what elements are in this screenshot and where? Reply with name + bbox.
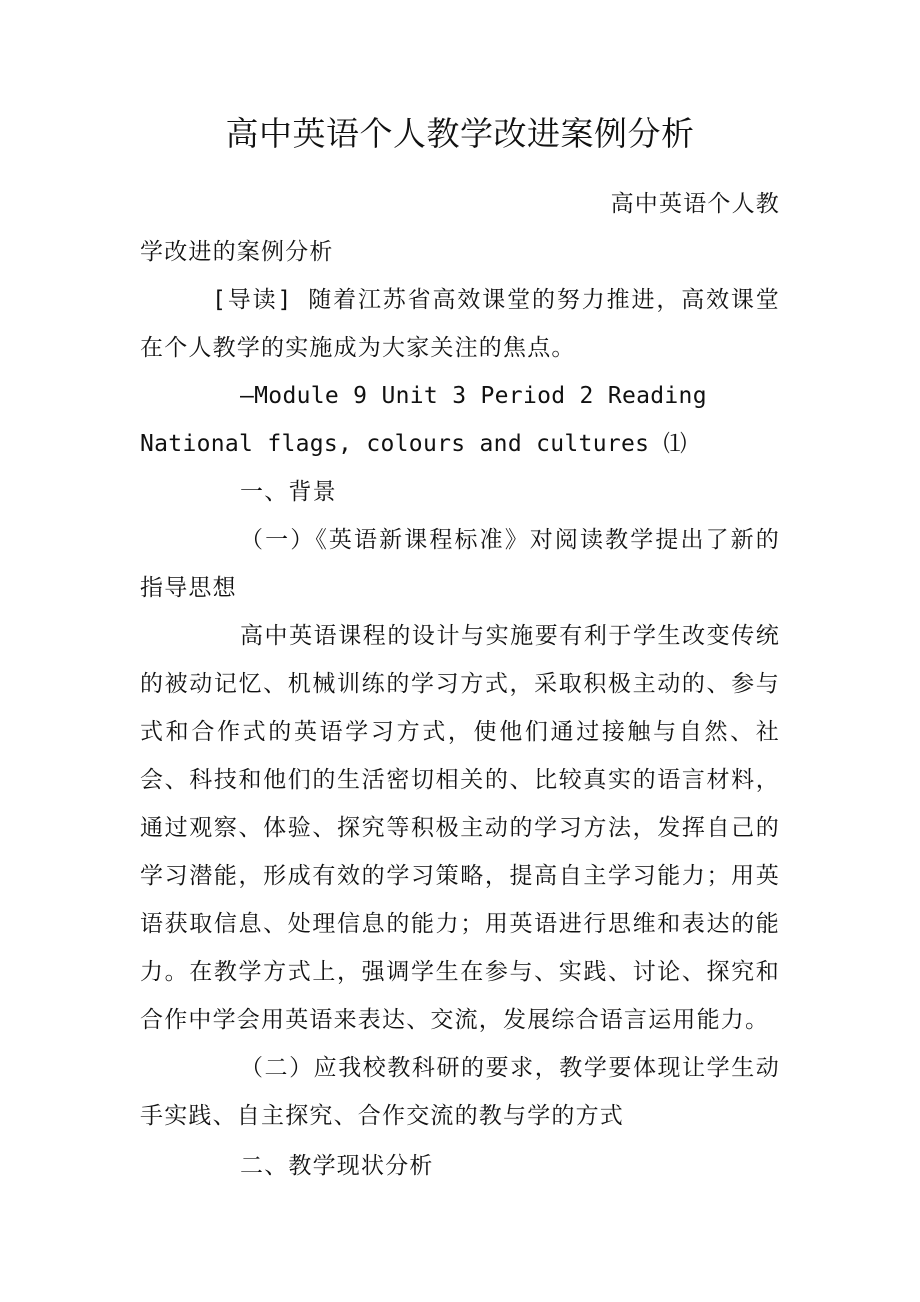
body-paragraph: 高中英语课程的设计与实施要有利于学生改变传统的被动记忆、机械训练的学习方式，采取积极主动的、参与式和合作式的英语学习方式，使他们通过接触与自然、社会、科技和他们的生活密切相关的、比较真实的语言材料，通过观察、体验、探究等积极主动的学习方法，发挥自己的学习潜能，形成有效的学习策略，提高自主学习能力；用英语获取信息、处理信息的能力；用英语进行思维和表达的能力。在教学方式上，强调学生在参与、实践、讨论、探究和合作中学会用英语来表达、交流，发展综合语言运用能力。 — [140, 623, 780, 1033]
subtitle-line-1: 高中英语个人教 — [610, 191, 780, 217]
section-heading-background: 一、背景 — [240, 479, 337, 505]
module-reference: —Module 9 Unit 3 Period 2 Reading National flags, colours and cultures ⑴ — [140, 383, 707, 457]
subsection-heading-2: （二）应我校教科研的要求，教学要体现让学生动手实践、自主探究、合作交流的教与学的方式 — [140, 1055, 780, 1129]
document-body — [140, 180, 780, 1190]
section-heading-analysis: 二、教学现状分析 — [240, 1153, 434, 1179]
subsection-heading-1: （一）《英语新课程标准》对阅读教学提出了新的指导思想 — [140, 527, 780, 601]
intro-paragraph: [导读] 随着江苏省高效课堂的努力推进，高效课堂在个人教学的实施成为大家关注的焦点。 — [140, 287, 780, 361]
document-title: 高中英语个人教学改进案例分析 — [225, 114, 695, 153]
subtitle-line-2: 学改进的案例分析 — [140, 239, 334, 265]
